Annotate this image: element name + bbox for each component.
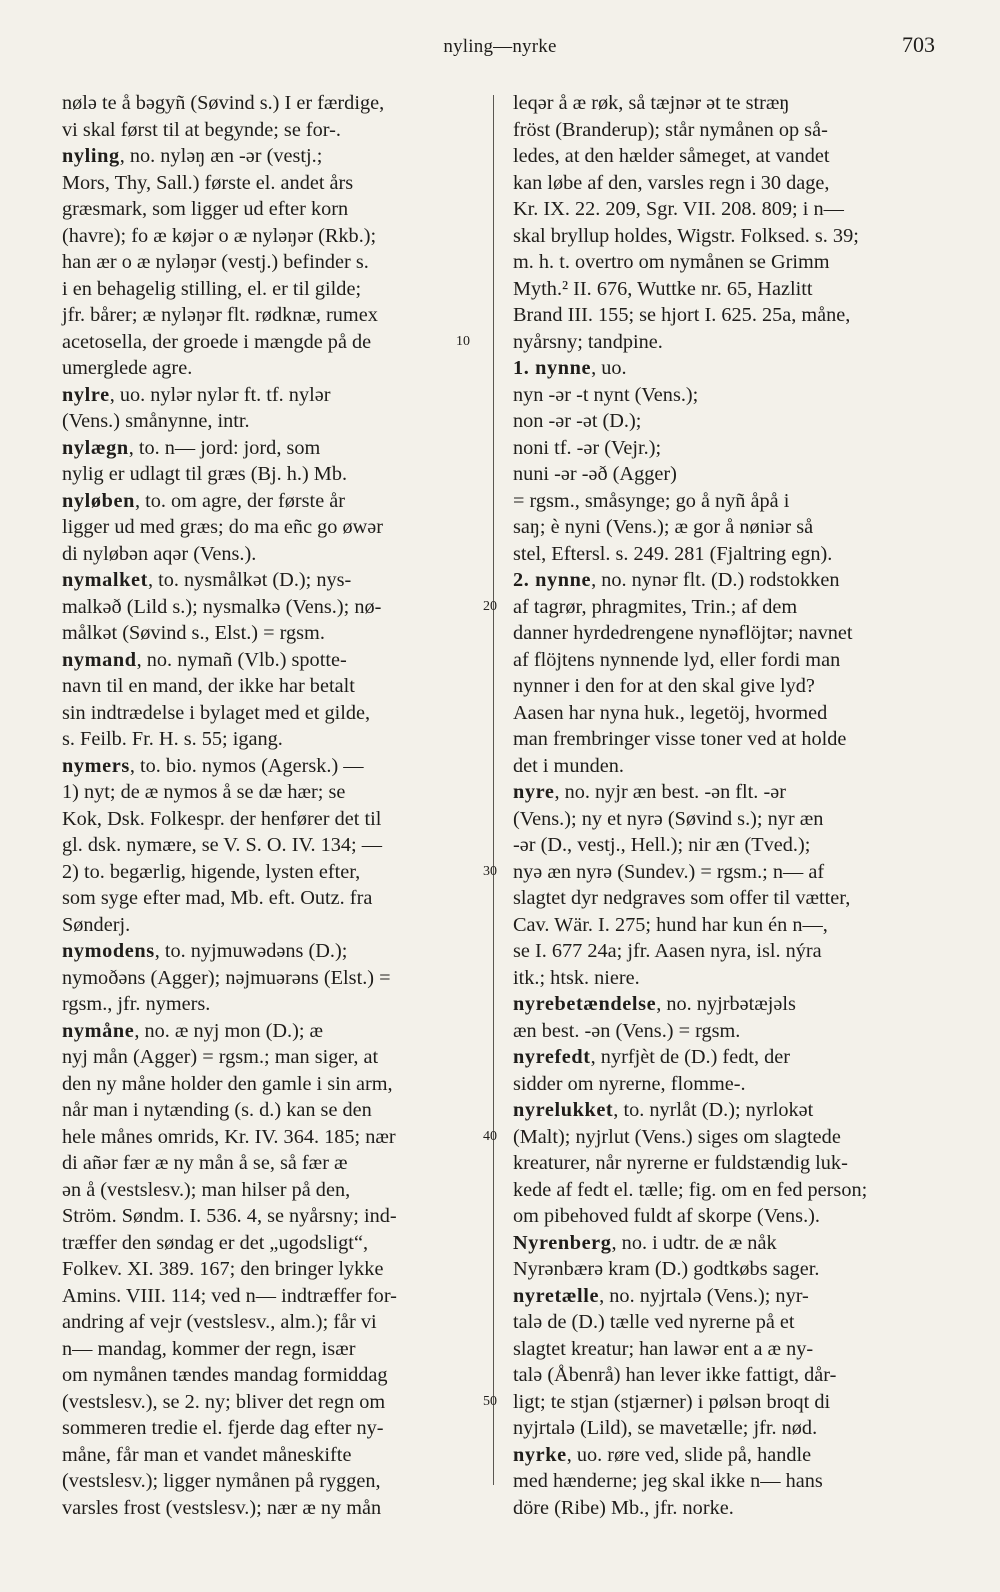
line-text: ligger ud med græs; do ma eñc go øwər — [62, 516, 384, 538]
text-line — [62, 700, 488, 727]
line-text: döre (Ribe) Mb., jfr. norke. — [513, 1496, 734, 1519]
text-line — [62, 408, 488, 435]
text-line — [513, 1495, 939, 1522]
entry-headword: nyløben — [62, 489, 135, 512]
text-line — [513, 1177, 939, 1204]
text-line — [513, 832, 939, 859]
text-line — [513, 885, 939, 912]
text-line — [513, 1203, 939, 1230]
entry-headword: nylægn — [62, 436, 129, 459]
line-text: om nymånen tændes mandag formiddag — [62, 1364, 388, 1386]
text-line — [513, 1018, 939, 1045]
line-text: Amins. VIII. 114; ved n— indtræffer for- — [62, 1284, 397, 1307]
text-line — [62, 965, 488, 992]
text-line — [513, 938, 939, 965]
line-text: nymoðəns (Agger); nəjmuərəns (Elst.) = — [62, 966, 391, 989]
text-line — [513, 673, 939, 700]
line-text: , nyrfjèt de (D.) fedt, der — [590, 1046, 791, 1068]
line-number: 30 — [483, 863, 497, 879]
entry-headword: 2. nynne — [513, 569, 592, 591]
line-text: leqər å æ røk, så tæjnər ət te stræŋ — [513, 92, 790, 114]
line-text: , no. æ nyj mon (D.); æ — [134, 1019, 324, 1042]
line-text: (Vens.) smånynne, intr. — [62, 410, 250, 432]
text-line — [513, 541, 939, 568]
line-text: Folkev. XI. 389. 167; den bringer lykke — [62, 1258, 384, 1280]
line-text: andring af vejr (vestslesv., alm.); får vi — [62, 1311, 377, 1333]
text-line — [62, 1283, 488, 1310]
line-text: , to. nyjmuwədəns (D.); — [154, 940, 348, 962]
text-line — [62, 859, 488, 886]
line-text: (vestslesv.), se 2. ny; bliver det regn om — [62, 1390, 386, 1413]
line-text: Nyrənbærə kram (D.) godtkøbs sager. — [513, 1258, 820, 1280]
line-text: nyj mån (Agger) = rgsm.; man siger, at — [62, 1046, 379, 1068]
line-text: jfr. bårer; æ nyləŋər flt. rødknæ, rumex — [62, 304, 378, 326]
text-line — [513, 170, 939, 197]
text-line — [62, 567, 488, 594]
line-text: itk.; htsk. niere. — [513, 966, 640, 989]
line-text: af tagrør, phragmites, Trin.; af dem — [513, 595, 798, 618]
line-text: sin indtrædelse i bylaget med et gilde, — [62, 701, 371, 724]
line-text: Cav. Wär. I. 275; hund har kun én n—, — [513, 913, 828, 936]
line-text: Brand III. 155; se hjort I. 625. 25a, måne, — [513, 304, 851, 326]
text-line — [62, 1495, 488, 1522]
line-text: kan løbe af den, varsles regn i 30 dage, — [513, 171, 830, 194]
line-text: umerglede agre. — [62, 357, 193, 379]
line-text: træffer den søndag er det „ugodsligt“, — [62, 1231, 369, 1254]
line-text: græsmark, som ligger ud efter korn — [62, 198, 349, 220]
text-line — [513, 912, 939, 939]
text-line — [62, 329, 488, 356]
text-line — [62, 90, 488, 117]
text-line — [62, 1256, 488, 1283]
left-column — [62, 90, 488, 1521]
line-text: , no. nyjr æn best. -ən flt. -ər — [554, 781, 786, 803]
text-line — [62, 1124, 488, 1151]
text-line — [62, 938, 488, 965]
text-line — [513, 249, 939, 276]
text-line — [513, 143, 939, 170]
text-line — [513, 991, 939, 1018]
text-line — [513, 647, 939, 674]
line-text: nyə æn nyrə (Sundev.) = rgsm.; n— af — [513, 860, 825, 883]
line-text: som syge efter mad, Mb. eft. Outz. fra — [62, 887, 373, 909]
text-line — [62, 196, 488, 223]
line-text: ən å (vestslesv.); man hilser på den, — [62, 1178, 351, 1201]
text-line — [62, 620, 488, 647]
line-text: Ström. Søndm. I. 536. 4, se nyårsny; ind- — [62, 1205, 397, 1227]
line-text: om pibehoved fuldt af skorpe (Vens.). — [513, 1205, 820, 1227]
text-line — [513, 700, 939, 727]
page-number: 703 — [902, 32, 935, 57]
line-text: , to. om agre, der første år — [134, 489, 346, 512]
column-divider — [493, 95, 494, 1485]
text-line — [513, 90, 939, 117]
text-line — [62, 753, 488, 780]
line-text: slagtet kreatur; han lawər ent a æ ny- — [513, 1337, 814, 1360]
entry-headword: nymåne — [62, 1019, 135, 1042]
line-text: gl. dsk. nymære, se V. S. O. IV. 134; — — [62, 834, 383, 856]
line-text: ledes, at den hælder såmeget, at vandet — [513, 145, 830, 167]
line-text: , no. nynər flt. (D.) rodstokken — [591, 569, 840, 591]
line-text: = rgsm., småsynge; go å nyñ åpå i — [513, 489, 790, 512]
text-line — [62, 594, 488, 621]
line-text: (vestslesv.); ligger nymånen på ryggen, — [62, 1470, 381, 1492]
text-line — [62, 779, 488, 806]
line-text: , no. nyjrbətæjəls — [656, 993, 796, 1015]
text-line — [513, 779, 939, 806]
line-number: 40 — [483, 1128, 497, 1144]
line-text: malkəð (Lild s.); nysmalkə (Vens.); nø- — [62, 595, 382, 618]
text-line — [483, 859, 939, 886]
entry-headword: nyrke — [513, 1443, 567, 1466]
text-line — [513, 408, 939, 435]
line-text: acetosella, der groede i mængde på de — [62, 330, 372, 353]
line-text: , to. nyrlåt (D.); nyrlokət — [613, 1099, 814, 1121]
line-text: kreaturer, når nyrerne er fuldstændig luk- — [513, 1152, 848, 1174]
line-text: Kr. IX. 22. 209, Sgr. VII. 208. 809; i n— — [513, 198, 844, 220]
line-text: navn til en mand, der ikke har betalt — [62, 675, 355, 697]
line-text: sidder om nyrerne, flomme-. — [513, 1072, 746, 1095]
text-line — [62, 806, 488, 833]
line-text: Kok, Dsk. Folkespr. der henfører det til — [62, 807, 382, 830]
line-text: man frembringer visse toner ved at holde — [513, 728, 847, 750]
text-line — [513, 1362, 939, 1389]
line-text: kede af fedt el. tælle; fig. om en fed person; — [513, 1178, 868, 1201]
text-line — [62, 1044, 488, 1071]
line-text: di añər fær æ ny mån å se, så fær æ — [62, 1152, 348, 1174]
text-line — [62, 1415, 488, 1442]
line-text: s. Feilb. Fr. H. s. 55; igang. — [62, 728, 283, 750]
text-line — [513, 488, 939, 515]
line-text: , to. nysmålkət (D.); nys- — [147, 569, 352, 591]
entry-headword: nymalket — [62, 569, 148, 591]
line-number: 10 — [456, 333, 470, 349]
line-text: skal bryllup holdes, Wigstr. Folksed. s. 39; — [513, 224, 859, 247]
text-line — [513, 514, 939, 541]
line-text: m. h. t. overtro om nymånen se Grimm — [513, 251, 830, 273]
running-head: nyling—nyrke — [443, 36, 557, 57]
line-text: hele månes omrids, Kr. IV. 364. 185; nær — [62, 1125, 396, 1148]
text-line — [513, 196, 939, 223]
text-line — [62, 1362, 488, 1389]
line-text: Mors, Thy, Sall.) første el. andet års — [62, 171, 354, 194]
text-line — [513, 276, 939, 303]
text-line — [62, 673, 488, 700]
text-line — [513, 1283, 939, 1310]
text-line — [62, 276, 488, 303]
line-text: sommeren tredie el. fjerde dag efter ny- — [62, 1417, 384, 1439]
line-text: den ny måne holder den gamle i sin arm, — [62, 1072, 393, 1095]
line-text: , no. nymañ (Vlb.) spotte- — [136, 648, 347, 671]
text-line — [62, 223, 488, 250]
line-text: nyårsny; tandpine. — [513, 330, 663, 353]
text-line — [513, 223, 939, 250]
text-line — [62, 647, 488, 674]
text-line — [62, 1442, 488, 1469]
entry-headword: nylre — [62, 383, 110, 406]
entry-headword: nyre — [513, 781, 555, 803]
text-line — [62, 514, 488, 541]
text-line — [62, 1468, 488, 1495]
text-line — [513, 302, 939, 329]
text-line — [62, 1389, 488, 1416]
entry-headword: Nyrenberg — [513, 1231, 612, 1254]
line-text: , no. nyləŋ æn -ər (vestj.; — [119, 145, 323, 167]
line-text: Myth.² II. 676, Wuttke nr. 65, Hazlitt — [513, 277, 813, 300]
line-text: talə de (D.) tælle ved nyrerne på et — [513, 1311, 795, 1333]
line-text: målkət (Søvind s., Elst.) = rgsm. — [62, 622, 325, 644]
line-text: talə (Åbenrå) han lever ikke fattigt, dår- — [513, 1364, 837, 1386]
text-line — [513, 1230, 939, 1257]
entry-headword: nyrebetændelse — [513, 993, 657, 1015]
line-text: Sønderj. — [62, 913, 131, 936]
text-line — [513, 965, 939, 992]
entry-headword: nymers — [62, 754, 130, 777]
text-line — [62, 1230, 488, 1257]
line-text: se I. 677 24a; jfr. Aasen nyra, isl. nýra — [513, 940, 822, 962]
line-text: n— mandag, kommer der regn, især — [62, 1337, 356, 1360]
entry-headword: nyrelukket — [513, 1099, 614, 1121]
line-text: 2) to. begærlig, higende, lysten efter, — [62, 860, 361, 883]
right-column — [483, 90, 939, 1521]
line-number: 50 — [483, 1393, 497, 1409]
line-number: 20 — [483, 598, 497, 614]
text-line — [62, 117, 488, 144]
line-text: han ær o æ nyləŋər (vestj.) befinder s. — [62, 251, 369, 273]
line-text: non -ər -ət (D.); — [513, 410, 642, 432]
entry-headword: nyling — [62, 145, 120, 167]
line-text: når man i nytænding (s. d.) kan se den — [62, 1099, 372, 1121]
line-text: (Malt); nyjrlut (Vens.) siges om slagtede — [513, 1125, 841, 1148]
line-text: æn best. -ən (Vens.) = rgsm. — [513, 1019, 741, 1042]
text-line — [62, 1309, 488, 1336]
text-line — [513, 329, 939, 356]
text-line — [62, 1018, 488, 1045]
line-text: nylig er udlagt til græs (Bj. h.) Mb. — [62, 463, 348, 485]
text-line — [62, 382, 488, 409]
line-text: , uo. nylər nylər ft. tf. nylər — [109, 383, 331, 406]
entry-headword: nyretælle — [513, 1284, 600, 1307]
line-text: , to. bio. nymos (Agersk.) — — [129, 754, 364, 777]
line-text: af flöjtens nynnende lyd, eller fordi man — [513, 648, 841, 671]
text-line — [513, 355, 939, 382]
text-line — [62, 488, 488, 515]
text-line — [513, 1150, 939, 1177]
text-line — [513, 1071, 939, 1098]
text-line — [483, 594, 939, 621]
entry-headword: nyrefedt — [513, 1046, 591, 1068]
line-text: (havre); fo æ køjər o æ nyləŋər (Rkb.); — [62, 224, 377, 247]
text-line — [513, 726, 939, 753]
text-line — [62, 832, 488, 859]
line-text: stel, Eftersl. s. 249. 281 (Fjaltring egn). — [513, 542, 833, 565]
line-text: slagtet dyr nedgraves som offer til vætter, — [513, 887, 851, 909]
text-line — [513, 567, 939, 594]
text-line — [62, 355, 488, 382]
line-text: 1) nyt; de æ nymos å se dæ hær; se — [62, 781, 346, 803]
text-line — [62, 1071, 488, 1098]
line-text: Aasen har nyna huk., legetöj, hvormed — [513, 701, 828, 724]
text-line — [513, 461, 939, 488]
line-text: fröst (Branderup); står nymånen op så- — [513, 118, 828, 141]
line-text: det i munden. — [513, 754, 624, 777]
text-line — [513, 1442, 939, 1469]
text-line — [62, 1097, 488, 1124]
text-line — [62, 461, 488, 488]
text-line — [513, 1256, 939, 1283]
text-line — [483, 1124, 939, 1151]
text-line — [62, 170, 488, 197]
line-text: danner hyrdedrengene nynəflöjtər; navnet — [513, 622, 853, 644]
line-text: , no. i udtr. de æ nåk — [611, 1231, 777, 1254]
page-header — [0, 32, 1000, 62]
text-line — [513, 1415, 939, 1442]
line-text: med hænderne; jeg skal ikke n— hans — [513, 1470, 823, 1492]
line-text: nyjrtalə (Lild), se mavetælle; jfr. nød. — [513, 1417, 818, 1439]
line-text: rgsm., jfr. nymers. — [62, 993, 211, 1015]
text-line — [62, 1177, 488, 1204]
text-line — [62, 1203, 488, 1230]
text-line — [62, 912, 488, 939]
text-line — [62, 302, 488, 329]
text-line — [513, 435, 939, 462]
text-line — [513, 1309, 939, 1336]
text-line — [62, 726, 488, 753]
line-text: di nyløbən aqər (Vens.). — [62, 542, 257, 565]
line-text: måne, får man et vandet måneskifte — [62, 1443, 352, 1466]
text-line — [62, 143, 488, 170]
text-line — [513, 1468, 939, 1495]
entry-headword: nymodens — [62, 940, 155, 962]
line-text: noni tf. -ər (Vejr.); — [513, 436, 662, 459]
line-text: , uo. røre ved, slide på, handle — [566, 1443, 812, 1466]
line-text: nynner i den for at den skal give lyd? — [513, 675, 815, 697]
text-line — [513, 1097, 939, 1124]
line-text: nuni -ər -əð (Agger) — [513, 463, 677, 485]
text-line — [513, 1044, 939, 1071]
line-text: nølə te å bəgyñ (Søvind s.) I er færdige, — [62, 92, 385, 114]
entry-headword: nymand — [62, 648, 137, 671]
text-line — [62, 991, 488, 1018]
line-text: vi skal først til at begynde; se for-. — [62, 118, 341, 141]
text-line — [62, 1150, 488, 1177]
text-line — [513, 753, 939, 780]
text-line — [513, 382, 939, 409]
line-text: saŋ; è nyni (Vens.); æ gor å nøniər så — [513, 516, 814, 538]
line-text: , uo. — [591, 357, 627, 379]
line-text: -ər (D., vestj., Hell.); nir æn (Tved.); — [513, 834, 811, 856]
line-text: , no. nyjrtalə (Vens.); nyr- — [599, 1284, 809, 1307]
line-text: (Vens.); ny et nyrə (Søvind s.); nyr æn — [513, 807, 824, 830]
text-line — [62, 435, 488, 462]
text-line — [62, 885, 488, 912]
line-text: nyn -ər -t nynt (Vens.); — [513, 383, 699, 406]
line-text: i en behagelig stilling, el. er til gilde; — [62, 277, 362, 300]
text-line — [513, 1336, 939, 1363]
text-line — [483, 1389, 939, 1416]
line-text: , to. n— jord: jord, som — [128, 436, 321, 459]
text-line — [62, 249, 488, 276]
line-text: varsles frost (vestslesv.); nær æ ny mån — [62, 1496, 382, 1519]
entry-headword: 1. nynne — [513, 357, 592, 379]
text-line — [62, 1336, 488, 1363]
text-line — [513, 620, 939, 647]
text-line — [62, 541, 488, 568]
line-text: ligt; te stjan (stjærner) i pølsən broqt di — [513, 1390, 831, 1413]
text-line — [513, 117, 939, 144]
text-line — [513, 806, 939, 833]
